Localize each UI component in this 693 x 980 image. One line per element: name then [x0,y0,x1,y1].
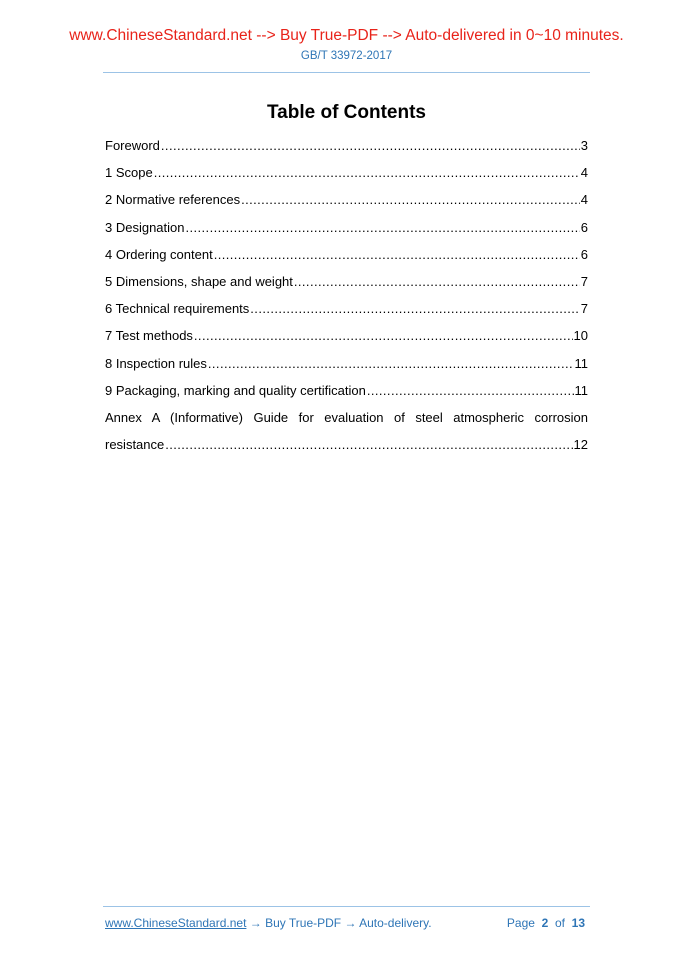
toc-entry-page: 11 [574,355,588,371]
toc-entry-label: Annex A (Informative) Guide for evaluation of steel atmospheric corrosion [105,409,588,425]
toc-entry-dimensions[interactable] [105,272,588,299]
toc-entry-page: 4 [580,165,588,181]
toc-entry-label: 8 Inspection rules [105,355,207,371]
toc-entry-ordering-content[interactable] [105,245,588,272]
footer-divider [103,906,590,907]
toc-leader-dots [250,299,579,319]
toc-leader-dots [367,381,574,401]
of-word: of [554,916,565,930]
source-banner: www.ChineseStandard.net --> Buy True-PDF --> Auto-delivered in 0~10 minutes. [69,27,624,44]
toc-entry-scope[interactable] [105,163,588,190]
footer-promo [105,916,432,930]
toc-entry-page: 3 [580,138,588,153]
toc-entry-label: 7 Test methods [105,328,193,344]
page-word: Page [506,916,535,930]
current-page-number: 2 [541,916,549,930]
toc-entry-page: 10 [573,328,588,344]
toc-leader-dots [154,163,580,183]
toc-entry-page: 4 [580,192,588,208]
toc-list [105,136,588,462]
toc-entry-test-methods[interactable] [105,326,588,353]
toc-entry-label: 3 Designation [105,219,185,235]
toc-leader-dots [186,218,580,238]
toc-entry-page: 7 [580,301,588,317]
toc-leader-dots [294,272,580,292]
toc-entry-foreword[interactable] [105,136,588,163]
toc-leader-dots [214,245,580,265]
toc-entry-technical-requirements[interactable] [105,299,588,326]
footer-website-link[interactable]: www.ChineseStandard.net [105,916,247,930]
toc-entry-page: 12 [573,437,588,453]
toc-entry-label: Foreword [105,138,160,153]
footer-promo-text: → Buy True-PDF → Auto-delivery. [246,916,432,930]
toc-entry-normative-references[interactable] [105,190,588,217]
toc-leader-dots [241,190,580,210]
toc-entry-page: 6 [580,219,588,235]
toc-title: Table of Contents [266,102,427,123]
header-divider [103,72,590,73]
toc-entry-annex-a-continued[interactable] [105,435,588,462]
toc-entry-label: 4 Ordering content [105,246,213,262]
toc-entry-label: 1 Scope [105,165,153,181]
toc-entry-page: 6 [580,246,588,262]
toc-leader-dots [165,435,572,455]
document-id: GB/T 33972-2017 [300,50,393,62]
toc-entry-page: 7 [580,273,588,289]
toc-entry-label: 2 Normative references [105,192,241,208]
toc-leader-dots [208,354,574,374]
toc-entry-inspection-rules[interactable] [105,354,588,381]
total-page-count: 13 [571,916,585,930]
toc-entry-label: 6 Technical requirements [105,301,250,317]
toc-entry-packaging[interactable] [105,381,588,408]
toc-entry-page: 11 [574,382,588,398]
toc-entry-label: 5 Dimensions, shape and weight [105,273,293,289]
toc-leader-dots [161,136,580,156]
toc-entry-designation[interactable] [105,218,588,245]
page-footer [105,916,585,930]
toc-entry-label-continued: resistance [105,437,165,453]
toc-leader-dots [194,326,573,346]
toc-entry-annex-a[interactable] [105,408,588,435]
page-indicator [507,916,585,930]
toc-entry-label: 9 Packaging, marking and quality certification [105,382,366,398]
